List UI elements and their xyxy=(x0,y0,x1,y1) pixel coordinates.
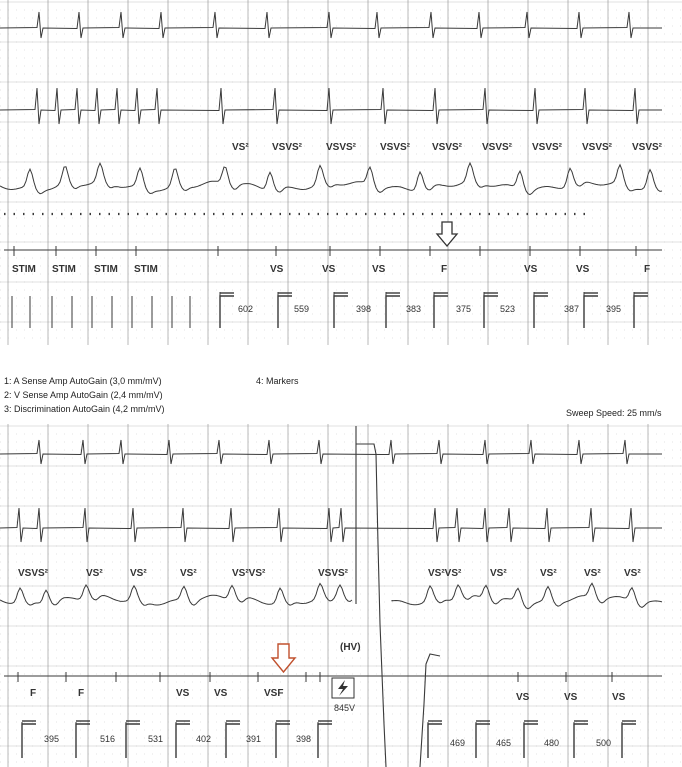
interval-value: 523 xyxy=(500,304,516,314)
v-sense-trace xyxy=(0,88,662,124)
channel-label: VSVS² xyxy=(318,568,349,579)
interval-bar xyxy=(634,296,648,328)
interval-value: 395 xyxy=(44,734,60,744)
channel-label: VSVS² xyxy=(532,142,563,153)
interval-bar xyxy=(278,296,292,328)
interval-value: 398 xyxy=(356,304,372,314)
v-sense-trace xyxy=(0,508,662,542)
channel-label: VSVS² xyxy=(380,142,411,153)
discrimination-trace xyxy=(0,163,662,195)
interval-bar xyxy=(622,724,636,758)
channel-label: VS² xyxy=(232,142,249,153)
interval-bar xyxy=(318,724,332,758)
channel-label: VSVS² xyxy=(482,142,513,153)
interval-value: 602 xyxy=(238,304,254,314)
sweep-speed: Sweep Speed: 25 mm/s xyxy=(566,408,662,418)
discrimination-trace xyxy=(392,583,662,609)
channel-label: VS²VS² xyxy=(232,568,266,579)
interval-bar xyxy=(574,724,588,758)
arrow-down-icon xyxy=(437,222,457,246)
legend-channel-2: 2: V Sense Amp AutoGain (2,4 mm/mV) xyxy=(4,390,163,400)
legend-channel-3: 3: Discrimination AutoGain (4,2 mm/mV) xyxy=(4,404,165,414)
interval-bar xyxy=(386,296,400,328)
ecg-strip-bottom xyxy=(0,424,682,767)
channel-label: VSVS² xyxy=(632,142,663,153)
interval-value: 387 xyxy=(564,304,580,314)
channel-label: VS² xyxy=(584,568,601,579)
ecg-strip-top-svg xyxy=(0,0,682,345)
interval-bar xyxy=(524,724,538,758)
legend-channel-4: 4: Markers xyxy=(256,376,299,386)
marker-label: F xyxy=(78,688,85,699)
stim-label: STIM xyxy=(12,264,36,275)
marker-label: VS xyxy=(524,264,538,275)
interval-value: 395 xyxy=(606,304,622,314)
marker-label: VS xyxy=(612,692,626,703)
interval-value: 391 xyxy=(246,734,262,744)
stim-label: STIM xyxy=(134,264,158,275)
interval-value: 516 xyxy=(100,734,116,744)
marker-label: VS xyxy=(516,692,530,703)
interval-bar xyxy=(584,296,598,328)
channel-label: VS² xyxy=(490,568,507,579)
marker-label: VS xyxy=(270,264,284,275)
interval-bar xyxy=(428,724,442,758)
interval-value: 398 xyxy=(296,734,312,744)
channel-label: VS² xyxy=(180,568,197,579)
interval-bar xyxy=(220,296,234,328)
interval-bar xyxy=(226,724,240,758)
ecg-strip-bottom-svg xyxy=(0,424,682,767)
interval-bar xyxy=(176,724,190,758)
marker-label: F xyxy=(30,688,37,699)
interval-bar xyxy=(22,724,36,758)
ecg-strip-top xyxy=(0,0,682,345)
shock-label: (HV) xyxy=(340,642,361,653)
legend-channel-1: 1: A Sense Amp AutoGain (3,0 mm/mV) xyxy=(4,376,162,386)
channel-label: VSVS² xyxy=(326,142,357,153)
arrow-down-icon xyxy=(272,644,295,672)
channel-label: VS² xyxy=(130,568,147,579)
channel-label: VS²VS² xyxy=(428,568,462,579)
marker-label: F xyxy=(441,264,448,275)
interval-value: 465 xyxy=(496,738,512,748)
interval-bar xyxy=(434,296,448,328)
interval-value: 531 xyxy=(148,734,164,744)
marker-label: F xyxy=(644,264,651,275)
interval-value: 402 xyxy=(196,734,212,744)
stim-label: STIM xyxy=(52,264,76,275)
interval-bar xyxy=(484,296,498,328)
shock-artifact xyxy=(356,426,440,767)
stim-label: STIM xyxy=(94,264,118,275)
interval-value: 375 xyxy=(456,304,472,314)
a-sense-trace xyxy=(0,440,662,464)
marker-label: VSF xyxy=(264,688,284,699)
interval-value: 469 xyxy=(450,738,466,748)
marker-label: VS xyxy=(176,688,190,699)
marker-label: VS xyxy=(372,264,386,275)
channel-label: VSVS² xyxy=(18,568,49,579)
channel-label: VSVS² xyxy=(582,142,613,153)
shock-energy: 845V xyxy=(334,703,356,713)
channel-label: VS² xyxy=(540,568,557,579)
channel-label: VSVS² xyxy=(272,142,303,153)
interval-value: 480 xyxy=(544,738,560,748)
interval-value: 500 xyxy=(596,738,612,748)
marker-label: VS xyxy=(214,688,228,699)
marker-label: VS xyxy=(576,264,590,275)
marker-label: VS xyxy=(564,692,578,703)
interval-value: 559 xyxy=(294,304,310,314)
channel-label: VS² xyxy=(86,568,103,579)
marker-label: VS xyxy=(322,264,336,275)
interval-bar xyxy=(534,296,548,328)
interval-bar xyxy=(334,296,348,328)
channel-label: VSVS² xyxy=(432,142,463,153)
interval-value: 383 xyxy=(406,304,422,314)
channel-label: VS² xyxy=(624,568,641,579)
a-sense-trace xyxy=(0,12,662,38)
